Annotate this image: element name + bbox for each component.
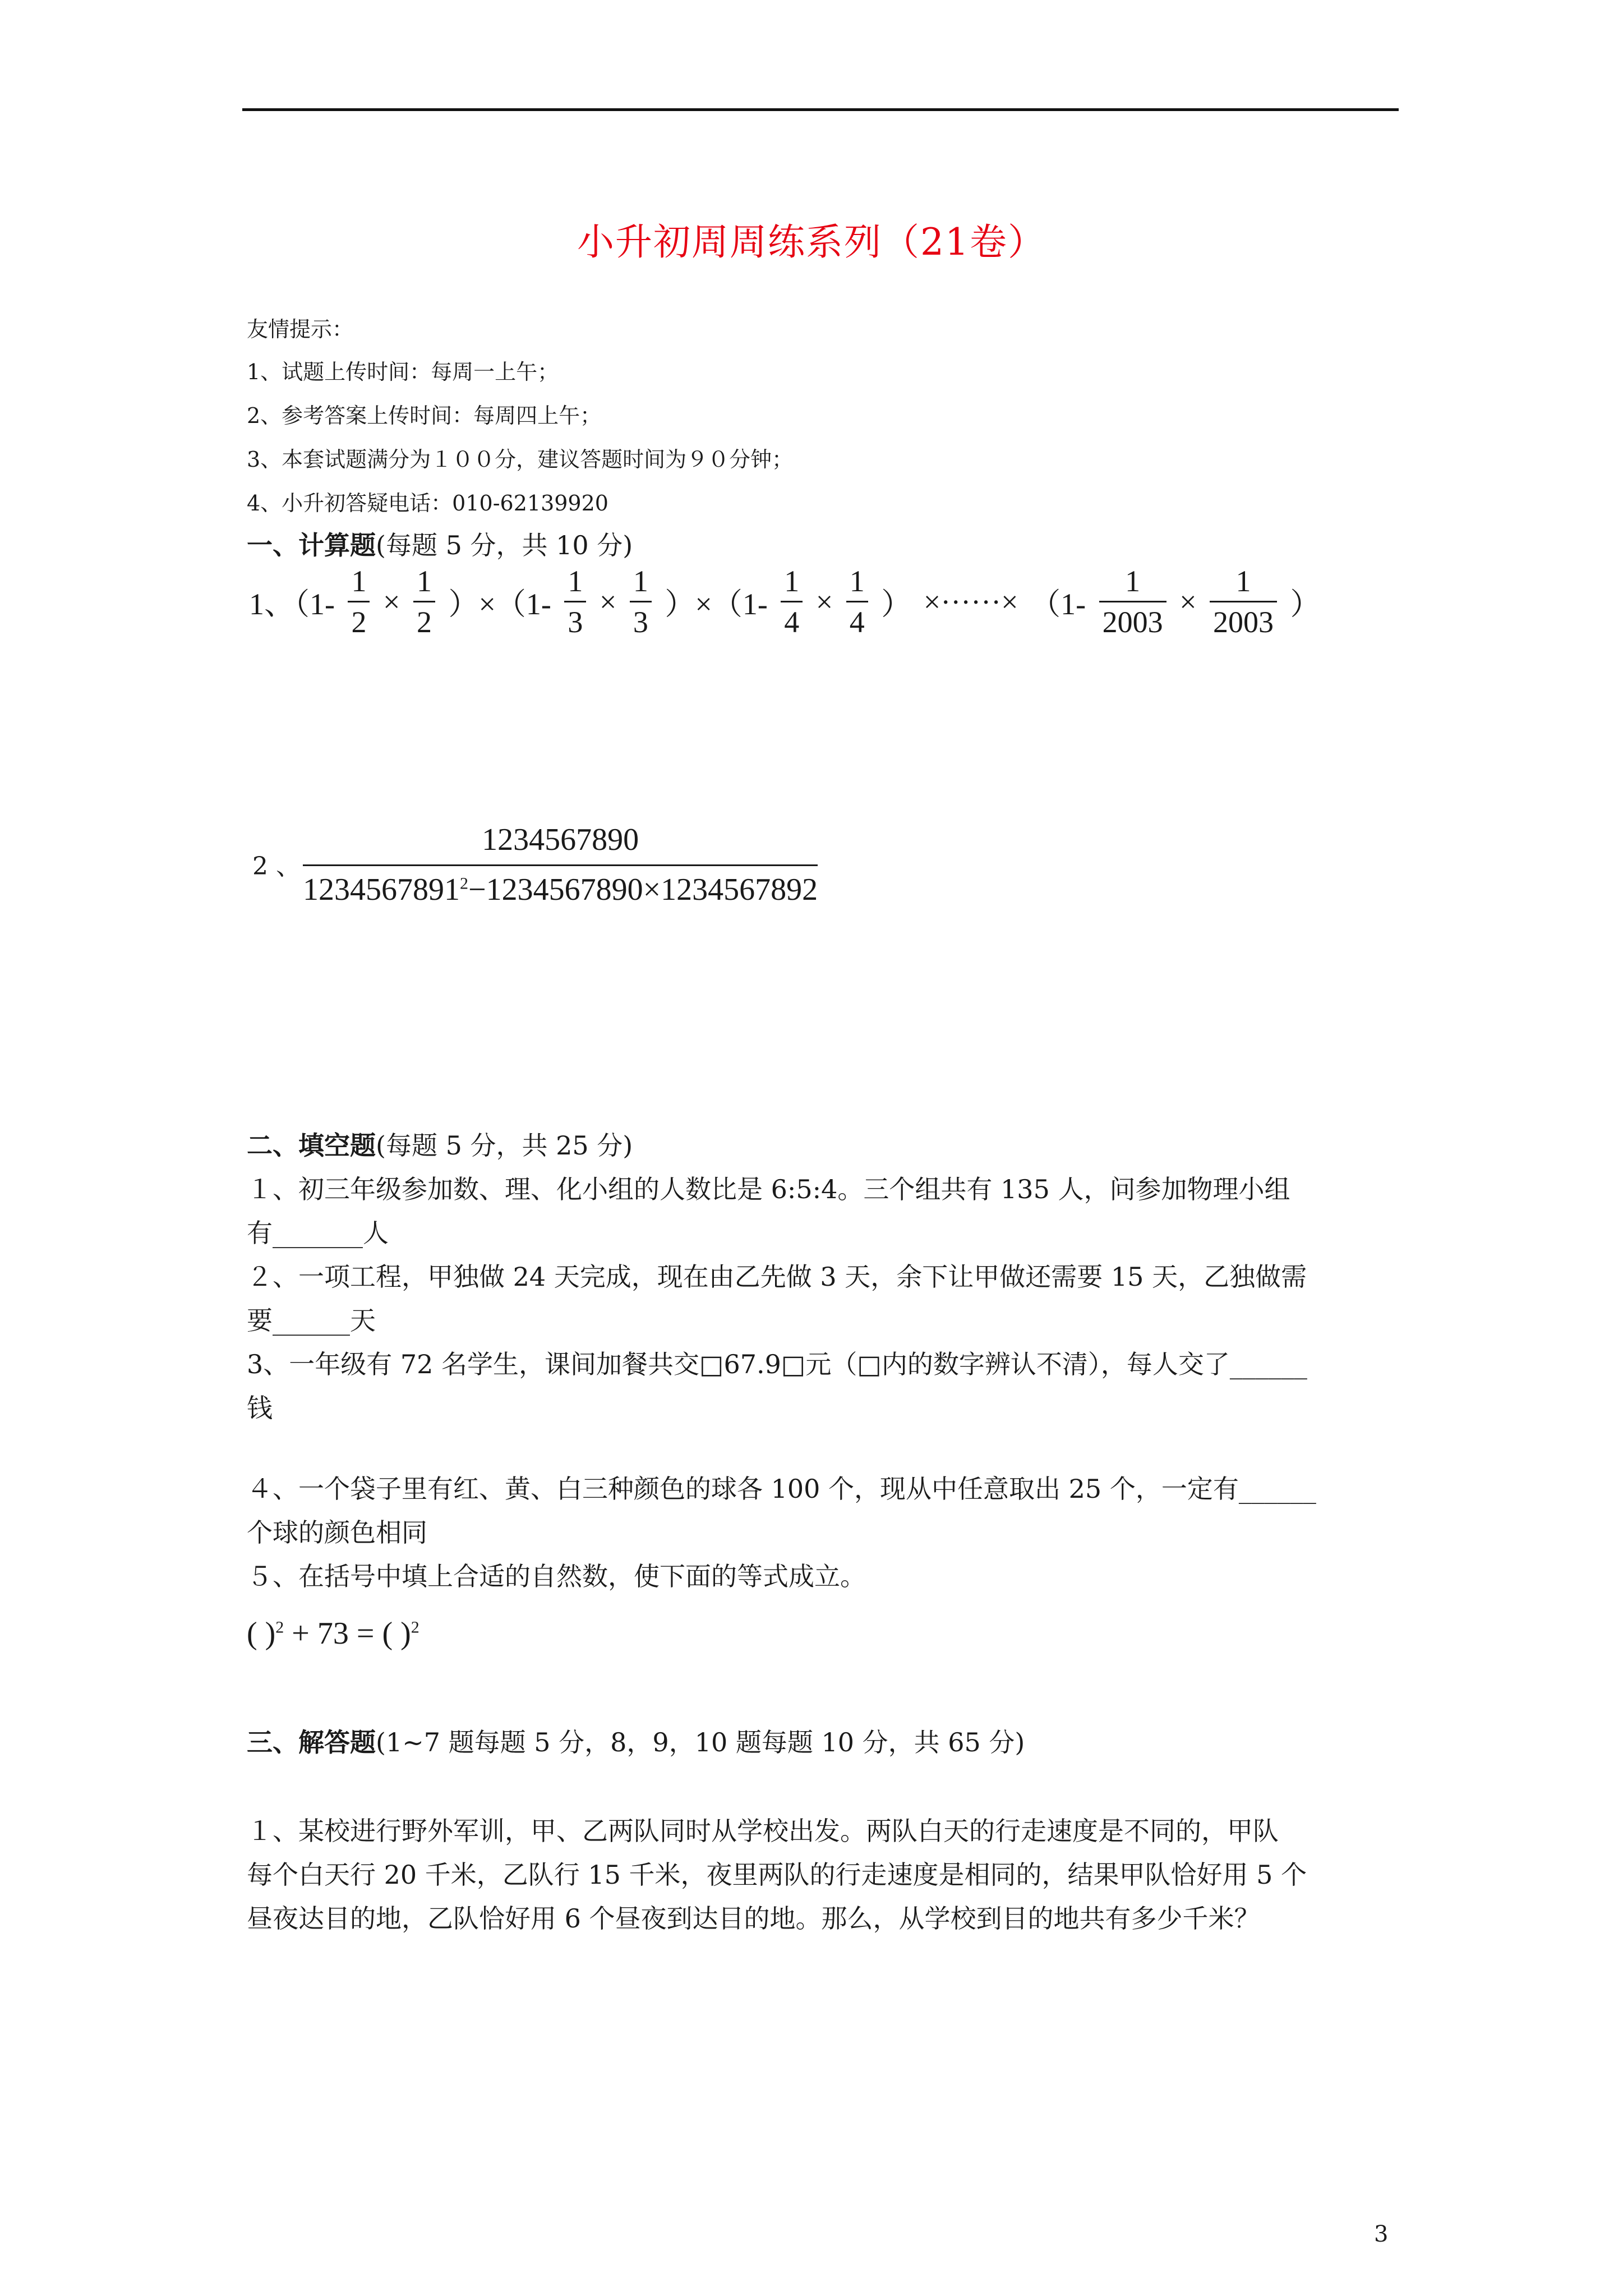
- fill-line: ５、在括号中填上合适的自然数，使下面的等式成立。: [247, 1561, 866, 1591]
- q1-prefix: 1、（1-: [249, 587, 335, 621]
- section-2-heading: [247, 1125, 633, 1162]
- section-1-title: 一、计算题: [247, 530, 376, 560]
- fill-line: 要______天: [247, 1305, 376, 1336]
- answer-line: 每个白天行 20 千米，乙队行 15 千米，夜里两队的行走速度是相同的，结果甲队恰好用 5 个: [247, 1860, 1307, 1890]
- tip-item: 1、试题上传时间：每周一上午；: [247, 360, 559, 384]
- section-3-title: 三、解答题: [247, 1727, 376, 1757]
- fill-equation: ( )$^2$ + 73 = ( )$^2$: [247, 1616, 419, 1651]
- fill-line: ２、一项工程，甲独做 24 天完成，现在由乙先做 3 天，余下让甲做还需要 15 天，乙独做需: [247, 1262, 1307, 1292]
- fill-line: 个球的颜色相同: [247, 1517, 427, 1548]
- section-3-note: (1~7 题每题 5 分，8，9，10 题每题 10 分，共 65 分): [376, 1727, 1025, 1757]
- fraction: $\frac{1}{3}$: [564, 564, 586, 639]
- page-title: 小升初周周练系列（21卷）: [577, 220, 1046, 264]
- answer-line: １、某校进行野外军训，甲、乙两队同时从学校出发。两队白天的行走速度是不同的，甲队: [247, 1816, 1279, 1846]
- fraction: $\frac{1}{2}$: [413, 564, 435, 639]
- tips-heading: 友情提示：: [247, 317, 354, 342]
- answer-line: 昼夜达目的地，乙队恰好用 6 个昼夜到达目的地。那么，从学校到目的地共有多少千米？: [247, 1903, 1260, 1934]
- q2-numerator: 1234567890: [303, 822, 818, 866]
- fraction: $\frac{1}{2}$: [348, 564, 370, 639]
- question-1-expression: 1、（1- $\frac{1}{2}$ × $\frac{1}{2}$ ）×（1- $\frac{1}{3}$ × $\frac{1}{3}$ ）×（1- $\frac{1}{4}$ × $\frac{1}{4}$ ） ×······× （1- $\frac{1}{2003}$ × $\frac{1}{2003}$ ）: [249, 564, 1321, 639]
- tip-item: 2、参考答案上传时间：每周四上午；: [247, 403, 602, 428]
- section-1-note: (每题 5 分，共 10 分): [376, 530, 633, 560]
- section-3-heading: [247, 1722, 1025, 1759]
- fraction: $\frac{1}{3}$: [630, 564, 652, 639]
- fill-line: 3、一年级有 72 名学生，课间加餐共交□67.9□元（□内的数字辨认不清），每人交了______: [247, 1349, 1307, 1379]
- question-2-fraction: [303, 822, 818, 908]
- q2-prefix: 2 、: [252, 852, 301, 881]
- fill-line: ４、一个袋子里有红、黄、白三种颜色的球各 100 个，现从中任意取出 25 个，一定有______: [247, 1474, 1316, 1504]
- tip-item: 3、本套试题满分为１００分，建议答题时间为９０分钟；: [247, 447, 794, 472]
- fraction: $\frac{1}{2003}$: [1099, 564, 1166, 639]
- header-rule: [242, 108, 1399, 111]
- fill-line: １、初三年级参加数、理、化小组的人数比是 6:5:4。三个组共有 135 人，问参加物理小组: [247, 1174, 1290, 1204]
- section-2-note: (每题 5 分，共 25 分): [376, 1130, 633, 1161]
- fraction: $\frac{1}{4}$: [846, 564, 868, 639]
- fraction: $\frac{1}{2003}$: [1210, 564, 1277, 639]
- q2-denominator: $1234567891^2-1234567890\times 1234567892$: [303, 872, 818, 907]
- fill-line: 钱: [247, 1393, 273, 1423]
- section-2-title: 二、填空题: [247, 1130, 376, 1161]
- fraction: $\frac{1}{4}$: [781, 564, 803, 639]
- section-1-heading: [247, 525, 633, 562]
- q1-ellipsis: ×······×: [923, 585, 1018, 619]
- tip-item: 4、小升初答疑电话：010-62139920: [247, 491, 608, 516]
- fill-line: 有_______人: [247, 1218, 389, 1248]
- page-number: 3: [1374, 2221, 1389, 2247]
